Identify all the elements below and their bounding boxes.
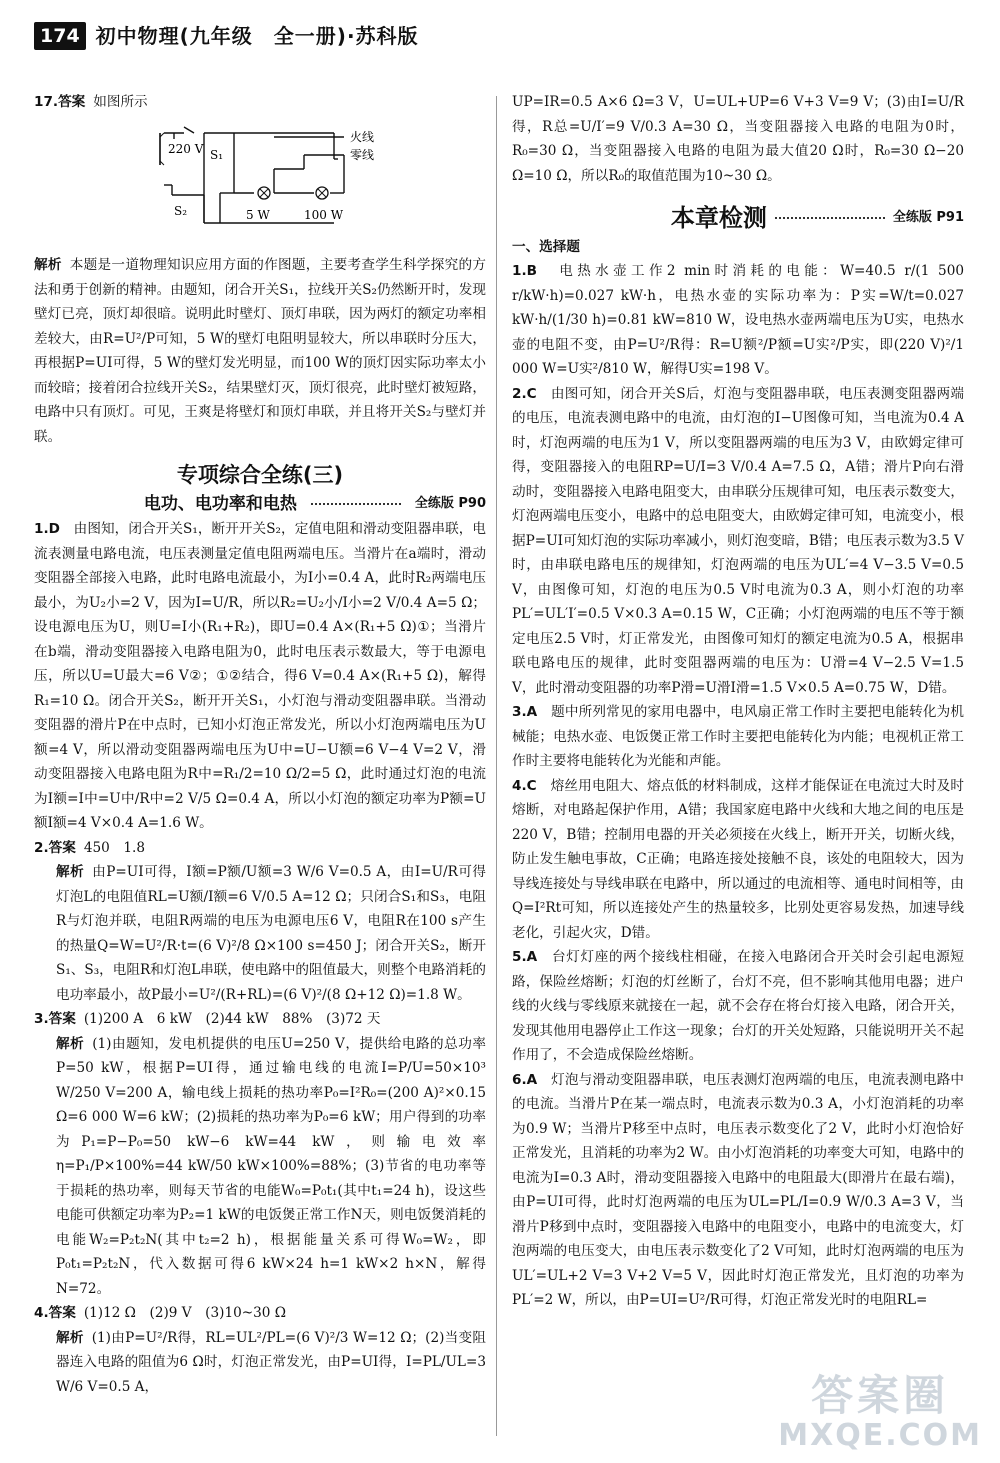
leader-dots bbox=[311, 503, 401, 505]
lamp1-label: 5 W bbox=[246, 207, 270, 222]
left-q3-analysis-text: (1)由题知，发电机提供的电压U=250 V，提供给电路的总功率P=50 kW，根据P=UI得，通过输电线的电流I=P/U=50×10³ W/250 V=200 A，输电线上损耗的热功率P₀=I²R₀=(200 A)²×0.15 Ω=6 000 W=6 kW；(2)损耗的热功率为P₀=6 kW；用户得到的功率为P₁=P−P₀=50 kW−6 kW=44 kW，则输电效率η=P₁/P×100%=44 kW/50 kW×100%=88%；(3)节省的电功率等于损耗的热功率，则每天节省的电能W₀=P₀t₁(其中t₁=24 h)，设这些电能可供额定功率为P₂=1 kW的电饭煲正常工作N天，则电饭煲消耗的电能W₂=P₂t₂N(其中t₂=2 h)，根据能量关系可得W₀=W₂，即P₀t₁=P₂t₂N，代入数据可得6 kW×24 h=1 kW×2 h×N，解得N=72。 bbox=[56, 1035, 487, 1297]
left-q1 bbox=[34, 517, 486, 836]
voltage-label: 220 V bbox=[168, 141, 204, 156]
chapter-heading bbox=[512, 206, 964, 231]
left-q1-label: 1.D bbox=[34, 521, 60, 537]
right-q1 bbox=[512, 259, 964, 382]
right-q1-label: 1.B bbox=[512, 263, 537, 279]
live-wire-label: 火线 bbox=[350, 129, 375, 144]
right-q4-label: 4.C bbox=[512, 777, 537, 794]
left-column bbox=[34, 90, 486, 1399]
left-q3 bbox=[34, 1007, 486, 1032]
left-q2-analysis-label: 解析 bbox=[56, 864, 85, 880]
left-q3-label: 3.答案 bbox=[34, 1011, 76, 1027]
right-q1-text: 电热水壶工作2 min时消耗的电能：W=40.5 r/(1 500 r/kW·h)=0.027 kW·h，电热水壶的实际功率为：P实=W/t=0.027 kW·h/(1/30 h)=0.81 kW=810 W，设电热水壶两端电压为U实，电热水壶的电阻不变，由P=U²/R得：R=U额²/P额=U实²/P实，即(220 V)²/1 000 W=U实²/810 W，解得U实=198 V。 bbox=[512, 263, 964, 377]
left-q2-analysis bbox=[34, 860, 486, 1007]
circuit-diagram bbox=[34, 119, 486, 239]
left-q3-answer: (1)200 A 6 kW (2)44 kW 88% (3)72 天 bbox=[83, 1011, 381, 1027]
right-q3 bbox=[512, 700, 964, 774]
part-heading: 一、选择题 bbox=[512, 238, 580, 255]
book-title: 初中物理(九年级 全一册)·苏科版 bbox=[95, 23, 419, 48]
right-q5-label: 5.A bbox=[512, 949, 538, 965]
chapter-ref: 全练版 P91 bbox=[892, 210, 964, 225]
left-q3-analysis bbox=[34, 1032, 486, 1302]
q17-answer: 如图所示 bbox=[93, 94, 148, 110]
left-q2-answer: 450 1.8 bbox=[83, 839, 145, 856]
right-q3-label: 3.A bbox=[512, 704, 538, 720]
right-q6-label: 6.A bbox=[512, 1071, 538, 1088]
q17-analysis-text: 本题是一道物理知识应用方面的作图题，主要考查学生科学探究的方法和勇于创新的精神。由题知，闭合开关S₁，拉线开关S₂仍然断开时，发现壁灯已亮，顶灯却很暗。说明此时壁灯、顶灯串联，因为两灯的额定功率相差较大，由R=U²/P可知，5 W的壁灯电阻明显较大，所以串联时分压大，再根据P=UI可得，5 W的壁灯发光明显，而100 W的顶灯因实际功率太小而较暗；接着闭合拉线开关S₂，结果壁灯灭，顶灯很亮，此时壁灯被短路，电路中只有顶灯。可见，王爽是将壁灯和顶灯串联，并且将开关S₂与壁灯并联。 bbox=[34, 257, 487, 445]
switch2-label: S₂ bbox=[174, 203, 188, 218]
left-q2-label: 2.答案 bbox=[34, 839, 76, 856]
right-q4-continued: UP=IR=0.5 A×6 Ω=3 V，U=UL+UP=6 V+3 V=9 V；(3)由I=U/R得，R总=U/I′=9 V/0.3 A=30 Ω，当变阻器接入电路的电阻为0时，R₀=30 Ω，当变阻器接入电路的电阻为最大值20 Ω时，R₀=30 Ω−20 Ω=10 Ω，所以R₀的取值范围为10~30 Ω。 bbox=[512, 94, 964, 184]
sub-title-ref: 全练版 P90 bbox=[414, 496, 486, 511]
left-q4-analysis-text: (1)由P=U²/R得，RL=UL²/PL=(6 V)²/3 W=12 Ω；(2)当变阻器连入电路的阻值为6 Ω时，灯泡正常发光，由P=UI得，I=PL/UL=3 W/6 V=0.5 A， bbox=[56, 1329, 486, 1395]
lamp2-label: 100 W bbox=[304, 207, 344, 222]
right-q2 bbox=[512, 382, 964, 701]
right-q5 bbox=[512, 945, 964, 1068]
right-column bbox=[512, 90, 964, 1313]
q17-label: 17.答案 bbox=[34, 94, 86, 110]
section-title: 专项综合全练(三) bbox=[176, 463, 344, 487]
watermark-logo bbox=[778, 1373, 982, 1453]
chapter-leader-dots bbox=[775, 217, 885, 219]
left-q2 bbox=[34, 836, 486, 861]
left-q2-analysis-text: 由P=UI可得，I额=P额/U额=3 W/6 V=0.5 A，由I=U/R可得灯泡L的电阻值RL=U额/I额=6 V/0.5 A=12 Ω；只闭合S₁和S₃，电阻R与灯泡并联，电阻R两端的电压为电源电压6 V，电阻R在100 s产生的热量Q=W=U²/R·t=(6 V)²/8 Ω×100 s=450 J；闭合开关S₂，断开S₁、S₃，电阻R和灯泡L串联，使电路中的阻值最大，则整个电路消耗的电功率最小，故P最小=U²/(R+RL)=(6 V)²/(8 Ω+12 Ω)=1.8 W。 bbox=[56, 864, 487, 1003]
right-q3-text: 题中所列常见的家用电器中，电风扇正常工作时主要把电能转化为机械能；电热水壶、电饭煲正常工作时主要把电能转化为内能；电视机正常工作时主要将电能转化为光能和声能。 bbox=[512, 704, 965, 769]
left-q4-analysis bbox=[34, 1326, 486, 1400]
left-q3-analysis-label: 解析 bbox=[56, 1035, 85, 1052]
q17-answer-line bbox=[34, 90, 486, 115]
sub-title: 电功、电功率和电热 bbox=[143, 494, 297, 514]
page-header bbox=[34, 22, 419, 50]
right-q6-text: 灯泡与滑动变阻器串联，电压表测灯泡两端的电压，电流表测电路中的电流。当滑片P在某一端点时，电流表示数为0.3 A，小灯泡消耗的功率为0.9 W；当滑片P移至中点时，电压表示数变化了2 V，此时小灯泡恰好正常发光，且消耗的功率为2 W。由小灯泡消耗的功率变大可知，电路中的电流为I=0.3 A时，滑动变阻器接入电路中的电阻最大(即滑片在最右端)，由P=UI可得，此时灯泡两端的电压为UL=PL/I=0.9 W/0.3 A=3 V，当滑片P移到中点时，变阻器接入电路中的电阻变小，电路中的电流变大，灯泡两端的电压变大，由电压表示数变化了2 V可知，此时灯泡两端的电压为UL′=UL+2 V=3 V+2 V=5 V，因此时灯泡正常发光，且灯泡的功率为PL′=2 W，所以，由P=UI=U²/R可得，灯泡正常发光时的电阻RL= bbox=[512, 1071, 965, 1308]
neutral-wire-label: 零线 bbox=[350, 147, 375, 162]
column-divider bbox=[496, 96, 497, 1436]
left-q1-text: 由图知，闭合开关S₁，断开开关S₂，定值电阻和滑动变阻器串联，电流表测量电路电流，电压表测量定值电阻两端电压。当滑片在a端时，滑动变阻器全部接入电路，此时电路电流最小，为I小=0.4 A，此时R₂两端电压最小，为U₂小=2 V，因为I=U/R，所以R₂=U₂小/I小=2 V/0.4 A=5 Ω；设电源电压为U，则U=I小(R₁+R₂)，即U=0.4 A×(R₁+5 Ω)①；当滑片在b端，滑动变阻器接入电路电阻为0，此时电压表示数最大，等于电源电压，所以U=U最大=6 V②；①②结合，得6 V=0.4 A×(R₁+5 Ω)，解得R₁=10 Ω。闭合开关S₂，断开开关S₁，小灯泡与滑动变阻器串联。当滑动变阻器的滑片P在中点时，已知小灯泡正常发光，所以小灯泡两端电压为U额=4 V，所以滑动变阻器两端电压为U中=U−U额=6 V−4 V=2 V，滑动变阻器接入电路电阻为R中=R₁/2=10 Ω/2=5 Ω，此时通过灯泡的电流为I额=I中=U中/R中=2 V/5 Ω=0.4 A，所以小灯泡的额定功率为P额=U额I额=4 V×0.4 A=1.6 W。 bbox=[34, 521, 486, 831]
left-q4-analysis-label: 解析 bbox=[56, 1329, 84, 1346]
q17-analysis-label: 解析 bbox=[34, 257, 62, 273]
right-q2-label: 2.C bbox=[512, 385, 537, 402]
right-q5-text: 台灯灯座的两个接线柱相碰，在接入电路闭合开关时会引起电源短路，保险丝熔断；灯泡的灯丝断了，台灯不亮，但不影响其他用电器；进户线的火线与零线原来就接在一起，就不会存在将台灯接入电路，闭合开关，发现其他用电器停止工作这一现象；台灯的开关处短路，只能说明开关不起作用了，不会造成保险丝熔断。 bbox=[512, 949, 965, 1063]
left-q4-label: 4.答案 bbox=[34, 1305, 76, 1321]
left-q4 bbox=[34, 1301, 486, 1326]
left-q4-answer: (1)12 Ω (2)9 V (3)10~30 Ω bbox=[83, 1305, 287, 1321]
chapter-title: 本章检测 bbox=[670, 204, 767, 232]
right-q4-text: 熔丝用电阻大、熔点低的材料制成，这样才能保证在电流过大时及时熔断，对电路起保护作用，A错；我国家庭电路中火线和大地之间的电压是220 V，B错；控制用电器的开关必须接在火线上，断开开关，切断火线，防止发生触电事故，C正确；电路连接处接触不良，该处的电阻较大，因为导线连接处与导线串联在电路中，所以通过的电流相等、通电时间相等，由Q=I²Rt可知，所以连接处产生的热量较多，比别处更容易发热，加速导线老化，引起火灾，D错。 bbox=[512, 777, 965, 941]
page-number: 174 bbox=[34, 22, 86, 50]
q17-analysis bbox=[34, 253, 486, 449]
right-q4 bbox=[512, 774, 964, 946]
right-q2-text: 由图可知，闭合开关S后，灯泡与变阻器串联，电压表测变阻器两端的电压，电流表测电路中的电流，由灯泡的I−U图像可知，当电流为0.4 A时，灯泡两端的电压为1 V，所以变阻器两端的电压为3 V，由欧姆定律可得，变阻器接入的电阻RP=U/I=3 V/0.4 A=7.5 Ω，A错；滑片P向右滑动时，变阻器接入电路电阻变大，由串联分压规律可知，电压表示数变大，灯泡两端电压变小，电路中的总电阻变大，由欧姆定律可知，电流变小，根据P=UI可知灯泡的实际功率减小，则灯泡变暗，B错；电压表示数为3.5 V时，由串联电路电压的规律知，灯泡两端的电压为UL′=4 V−3.5 V=0.5 V，由图像可知，灯泡的电压为0.5 V时电流为0.3 A，则小灯泡的功率PL′=UL′I′=0.5 V×0.3 A=0.15 W，C正确；小灯泡两端的电压不等于额定电压2.5 V时，灯正常发光，由图像可知灯的额定电流为0.5 A，根据串联电路电压的规律，此时变阻器两端的电压为：U滑=4 V−2.5 V=1.5 V，此时滑动变阻器的功率P滑=U滑I滑=1.5 V×0.5 A=0.75 W，D错。 bbox=[512, 385, 965, 696]
watermark-line2: MXQE.COM bbox=[778, 1418, 982, 1453]
switch1-label: S₁ bbox=[210, 147, 224, 162]
watermark-line1: 答案圈 bbox=[811, 1371, 950, 1420]
sub-title-line bbox=[34, 491, 486, 517]
right-q6 bbox=[512, 1068, 964, 1313]
